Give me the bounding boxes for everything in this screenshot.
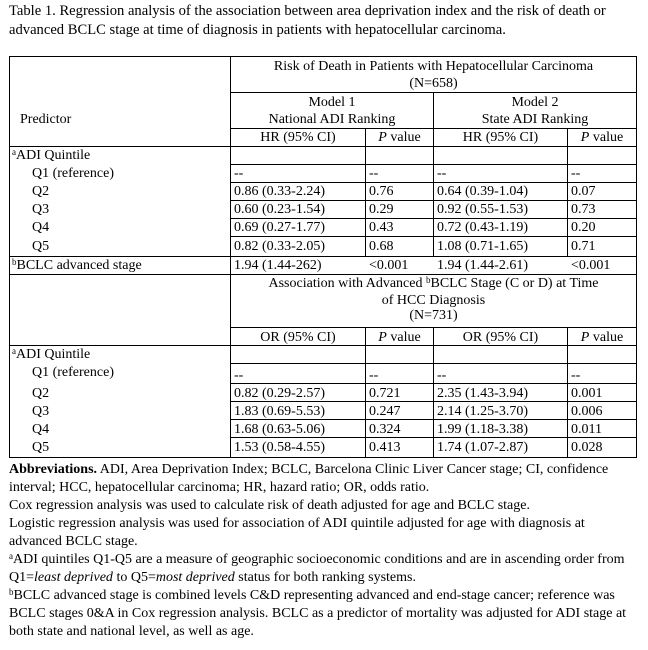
p-value: 0.68 — [369, 239, 394, 254]
or-value: 1.99 (1.18-3.38) — [437, 422, 528, 437]
p-value: 0.001 — [571, 386, 603, 401]
table-footnotes — [9, 461, 639, 641]
p-value: 0.43 — [369, 220, 394, 235]
row-label: Q3 — [32, 404, 50, 419]
or-value: -- — [437, 368, 447, 383]
hr-value: 0.82 (0.33-2.05) — [234, 239, 325, 254]
p-value: 0.07 — [571, 184, 596, 199]
hr-value: 0.92 (0.55-1.53) — [437, 202, 528, 217]
model2-header: Model 2 State ADI Ranking — [481, 95, 589, 127]
or-value: 2.14 (1.25-3.70) — [437, 404, 528, 419]
or-value: 1.53 (0.58-4.55) — [234, 440, 325, 455]
hr-col-header-model1: HR (95% CI) — [260, 130, 336, 145]
logistic-note: Logistic regression analysis was used for association of ADI quintile adjusted for age with diagnosis at advanced BCLC stage. — [9, 516, 585, 549]
cox-note: Cox regression analysis was used to calculate risk of death adjusted for age and BCLC stage. — [9, 498, 530, 513]
row-label: Q5 — [32, 440, 50, 455]
or-col-header-model1: OR (95% CI) — [260, 330, 336, 345]
abbreviations-note: Abbreviations. ADI, Area Deprivation Index; BCLC, Barcelona Clinic Liver Cancer stage; CI, confidence interval; HCC, hepatocellular carcinoma; HR, hazard ratio; OR, odds ratio. — [9, 462, 609, 495]
or-value: 1.74 (1.07-2.87) — [437, 440, 528, 455]
row-label: Q3 — [32, 202, 50, 217]
adi-quintile-label: $^a$ADI Quintile — [12, 346, 91, 362]
p-value: <0.001 — [369, 258, 409, 273]
row-label: Q2 — [32, 386, 50, 401]
row-label: Q1 (reference) — [32, 365, 114, 380]
row-label: Q1 (reference) — [32, 166, 114, 181]
predictor-header: Predictor — [20, 112, 72, 127]
hr-col-header-model2: HR (95% CI) — [462, 130, 539, 145]
p-col-header-model1: P value — [378, 130, 421, 145]
p-value: -- — [571, 368, 581, 383]
p-value: 0.028 — [571, 440, 603, 455]
hr-value: -- — [234, 166, 244, 181]
footnote-a: $^a$ADI quintiles Q1-Q5 are a measure of geographic socioeconomic conditions and are in ascending order from Q1=least deprived to Q5=most deprived status for both ranking systems. — [9, 551, 625, 585]
hr-value: 1.94 (1.44-2.61) — [437, 258, 528, 273]
p-value: -- — [369, 368, 379, 383]
hr-value: 0.72 (0.43-1.19) — [437, 220, 528, 235]
footnote-b: $^b$BCLC advanced stage is combined levels C&D representing advanced and end-stage cancer; reference was BCLC stages 0&A in Cox regression analysis. BCLC as a predictor of mortality was adjusted for ADI stage at both state and national level, as well as age. — [9, 587, 627, 639]
row-label: Q4 — [32, 422, 50, 437]
or-value: -- — [234, 368, 244, 383]
hr-value: 1.08 (0.71-1.65) — [437, 239, 528, 254]
hr-value: 0.60 (0.23-1.54) — [234, 202, 325, 217]
model1-header: Model 1 National ADI Ranking — [268, 95, 396, 127]
p-col-header-model1: P value — [378, 330, 421, 345]
row-label: Q5 — [32, 239, 50, 254]
hr-value: -- — [437, 166, 447, 181]
bclc-label: $^b$BCLC advanced stage — [12, 257, 142, 273]
or-value: 2.35 (1.43-3.94) — [437, 386, 528, 401]
p-value: 0.006 — [571, 404, 603, 419]
p-value: -- — [571, 166, 581, 181]
or-value: 1.83 (0.69-5.53) — [234, 404, 325, 419]
p-value: 0.29 — [369, 202, 394, 217]
p-value: 0.413 — [369, 440, 401, 455]
p-col-header-model2: P value — [580, 130, 624, 145]
p-value: 0.71 — [571, 239, 596, 254]
row-label: Q4 — [32, 220, 50, 235]
or-col-header-model2: OR (95% CI) — [462, 330, 539, 345]
p-value: 0.76 — [369, 184, 394, 199]
p-value: -- — [369, 166, 379, 181]
adi-quintile-label: $^a$ADI Quintile — [12, 147, 91, 163]
hr-value: 0.69 (0.27-1.77) — [234, 220, 325, 235]
p-value: 0.247 — [369, 404, 401, 419]
p-value: 0.73 — [571, 202, 596, 217]
p-value: 0.324 — [369, 422, 401, 437]
p-value: 0.721 — [369, 386, 401, 401]
p-value: 0.20 — [571, 220, 596, 235]
hr-value: 1.94 (1.44-262) — [234, 258, 322, 273]
hr-value: 0.64 (0.39-1.04) — [437, 184, 528, 199]
row-label: Q2 — [32, 184, 50, 199]
p-value: 0.011 — [571, 422, 602, 437]
or-value: 1.68 (0.63-5.06) — [234, 422, 325, 437]
table-caption: Table 1. Regression analysis of the association between area deprivation index and the risk of death or advanced BCLC stage at time of diagnosis in patients with hepatocellular carcinoma. — [9, 3, 606, 38]
hr-value: 0.86 (0.33-2.24) — [234, 184, 325, 199]
section1-title: Risk of Death in Patients with Hepatocellular Carcinoma (N=658) — [273, 59, 594, 91]
section2-title: Association with Advanced $^b$BCLC Stage (C or D) at Time of HCC Diagnosis (N=731) — [268, 275, 599, 323]
p-value: <0.001 — [571, 258, 611, 273]
or-value: 0.82 (0.29-2.57) — [234, 386, 325, 401]
p-col-header-model2: P value — [580, 330, 624, 345]
